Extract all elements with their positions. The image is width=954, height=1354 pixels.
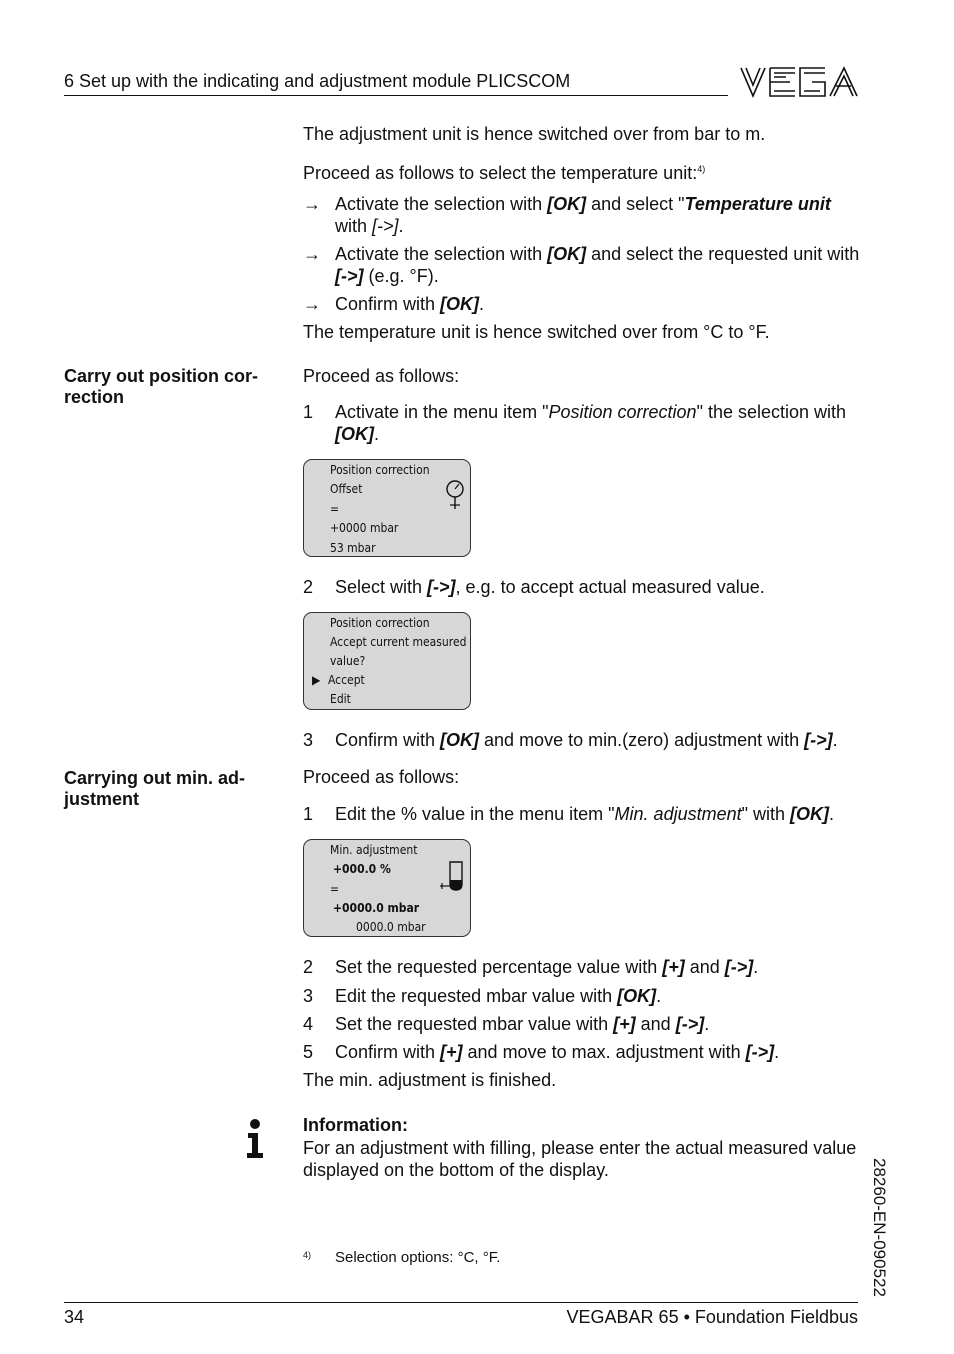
lcd-accept-measured [303,612,471,710]
step-number: 5 [303,1042,314,1062]
footnote-ref: 4) [697,164,706,174]
lcd-line: = [330,502,340,516]
paragraph-unit-switched: The adjustment unit is hence switched over from bar to m. [303,124,766,144]
lcd-line: +0000 mbar [330,521,399,535]
tank-level-icon [438,860,466,894]
step-text: Activate the selection with [OK] and select "Temperature unit with [->]. [335,194,831,236]
step-text: Confirm with [OK]. [335,294,485,314]
step-number: 4 [303,1014,314,1034]
step-text: Confirm with [OK] and move to min.(zero) adjustment with [->]. [335,730,838,750]
lcd-line: Accept current measured [330,635,467,649]
step-text: Select with [->], e.g. to accept actual measured value. [335,577,765,597]
document-id: 28260-EN-090522 [870,1158,889,1297]
step-text: Set the requested mbar value with [+] and [->]. [335,1014,710,1034]
info-icon [246,1119,264,1159]
footer-product: VEGABAR 65 • Foundation Fieldbus [566,1307,858,1327]
step-number: 2 [303,577,314,597]
step-text: Edit the requested mbar value with [OK]. [335,986,662,1006]
paragraph-temperature-result: The temperature unit is hence switched over from °C to °F. [303,322,770,342]
lcd-option-accept: Accept [328,673,365,687]
lcd-line: Offset [330,482,363,496]
lcd-min-adjustment [303,839,471,937]
lcd-line: +000.0 % [333,862,391,876]
footnote-mark: 4) [303,1250,312,1260]
step-number: 3 [303,730,314,750]
lcd-line: Min. adjustment [330,843,418,857]
paragraph-proceed-min: Proceed as follows: [303,767,460,787]
step-text: Confirm with [+] and move to max. adjustment with [->]. [335,1042,780,1062]
info-title: Information: [303,1115,408,1135]
step-text: Edit the % value in the menu item "Min. adjustment" with [OK]. [335,804,835,824]
footer-rule [64,1302,858,1303]
lcd-position-offset [303,459,471,557]
paragraph-temperature-intro [303,158,863,184]
header-rule [64,95,728,96]
page-header-title: 6 Set up with the indicating and adjustment module PLICSCOM [64,71,571,91]
page-number: 34 [64,1307,85,1327]
lcd-line: 53 mbar [330,541,376,555]
step-text: Activate in the menu item "Position correction" the selection with [OK]. [335,402,847,444]
lcd-pointer-icon: ▶ [312,673,321,687]
arrow-icon: → [303,194,321,214]
lcd-line: +0000.0 mbar [333,901,420,915]
lcd-line: Position correction [330,463,430,477]
step-text: Set the requested percentage value with [+] and [->]. [335,957,759,977]
lcd-line: value? [330,654,366,668]
vega-logo [740,66,858,98]
pressure-gauge-icon [444,478,466,512]
step-number: 2 [303,957,314,977]
info-body: For an adjustment with filling, please enter the actual measured value displayed on the bottom of the display. [303,1138,857,1180]
temperature-intro-text: Proceed as follows to select the temperature unit: [303,163,698,183]
arrow-icon: → [303,294,321,314]
lcd-line: = [330,882,340,896]
arrow-icon: → [303,244,321,264]
step-number: 1 [303,402,314,422]
paragraph-proceed-position: Proceed as follows: [303,366,460,386]
step-text: Activate the selection with [OK] and select the requested unit with [->] (e.g. °F). [335,244,860,286]
step-number: 3 [303,986,314,1006]
lcd-option-edit: Edit [330,692,351,706]
paragraph-min-finished: The min. adjustment is finished. [303,1070,557,1090]
footnote-text: Selection options: °C, °F. [335,1249,501,1266]
lcd-line: 0000.0 mbar [356,920,426,934]
lcd-line: Position correction [330,616,430,630]
side-heading-min-adjustment: Carrying out min. ad- justment [64,768,246,809]
step-number: 1 [303,804,314,824]
side-heading-position-correction: Carry out position cor- rection [64,366,259,407]
